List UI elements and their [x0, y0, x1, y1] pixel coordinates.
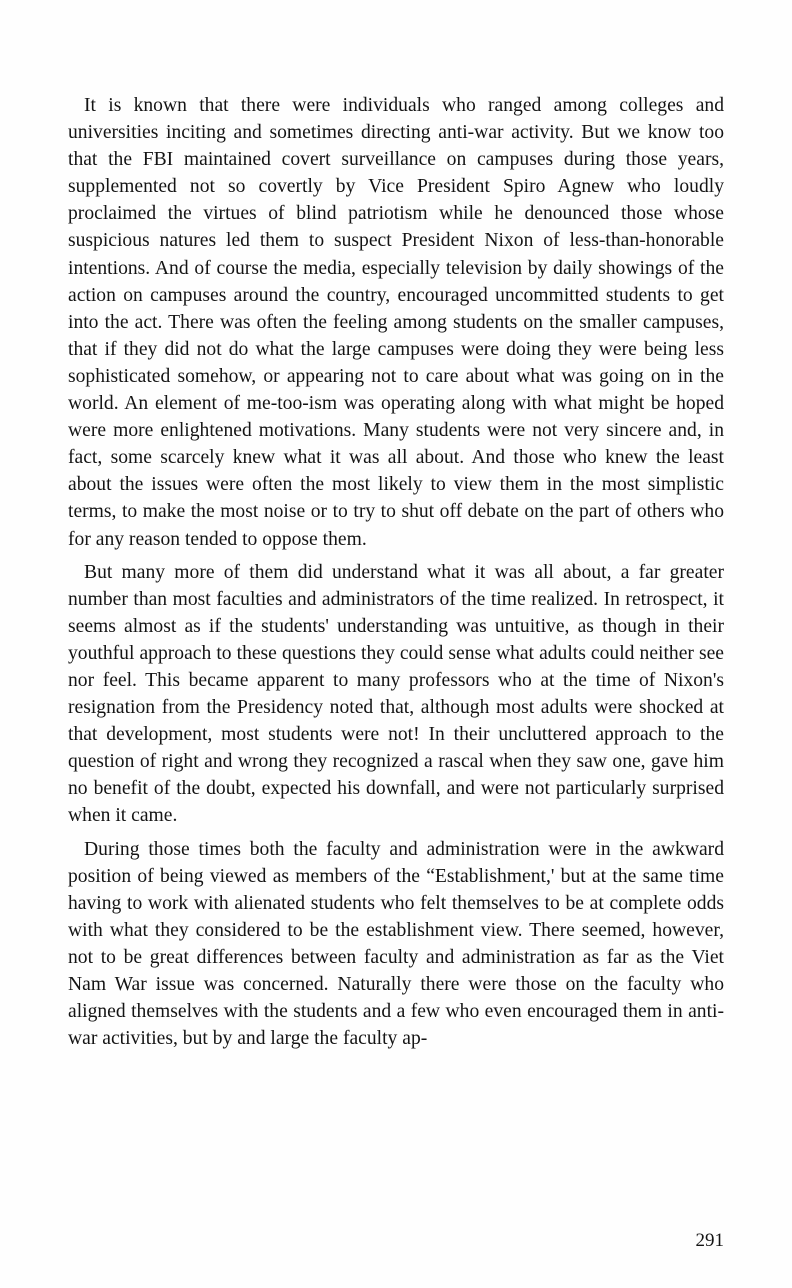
paragraph-3: During those times both the faculty and administration were in the awkward position of being viewed as members of the “Establishment,' but at the same time having to work with alienated students who felt themselves to be at complete odds with what they considered to be the establishment view. There seemed, however, not to be great differences between faculty and administration as far as the Viet Nam War issue was concerned. Naturally there were those on the faculty who aligned themselves with the students and a few who even encouraged them in anti-war activities, but by and large the faculty ap-	[68, 838, 724, 1050]
paragraph-1: It is known that there were individuals who ranged among colleges and universities inciting and sometimes directing anti-war activity. But we know too that the FBI maintained covert surveillance on campuses during those years, supplemented not so covertly by Vice President Spiro Agnew who loudly proclaimed the virtues of blind patriotism while he denounced those whose suspicious natures led them to suspect President Nixon of less-than-honorable intentions. And of course the media, especially television by daily showings of the action on campuses around the country, encouraged uncommitted students to get into the act. There was often the feeling among students on the smaller campuses, that if they did not do what the large campuses were doing they were being less sophisticated somehow, or appearing not to care about what was going on in the world. An element of me-too-ism was operating along with what might be hoped were more enlightened motivations. Many students were not very sincere and, in fact, some scarcely knew what it was all about. And those who knew the least about the issues were often the most likely to view them in the most simplistic terms, to make the most noise or to try to shut off debate on the part of others who for any reason tended to oppose them.	[68, 95, 724, 550]
body-text	[68, 92, 724, 1052]
paragraph-2: But many more of them did understand what it was all about, a far greater number than most faculties and administrators of the time realized. In retrospect, it seems almost as if the students' understanding was untuitive, as though in their youthful approach to these questions they could sense what adults could neither see nor feel. This became apparent to many professors who at the time of Nixon's resignation from the Presidency noted that, although most adults were shocked at that development, most students were not! In their uncluttered approach to the question of right and wrong they recognized a rascal when they saw one, gave him no benefit of the doubt, expected his downfall, and were not particularly surprised when it came.	[68, 561, 724, 827]
page-number: 291	[695, 1230, 724, 1251]
